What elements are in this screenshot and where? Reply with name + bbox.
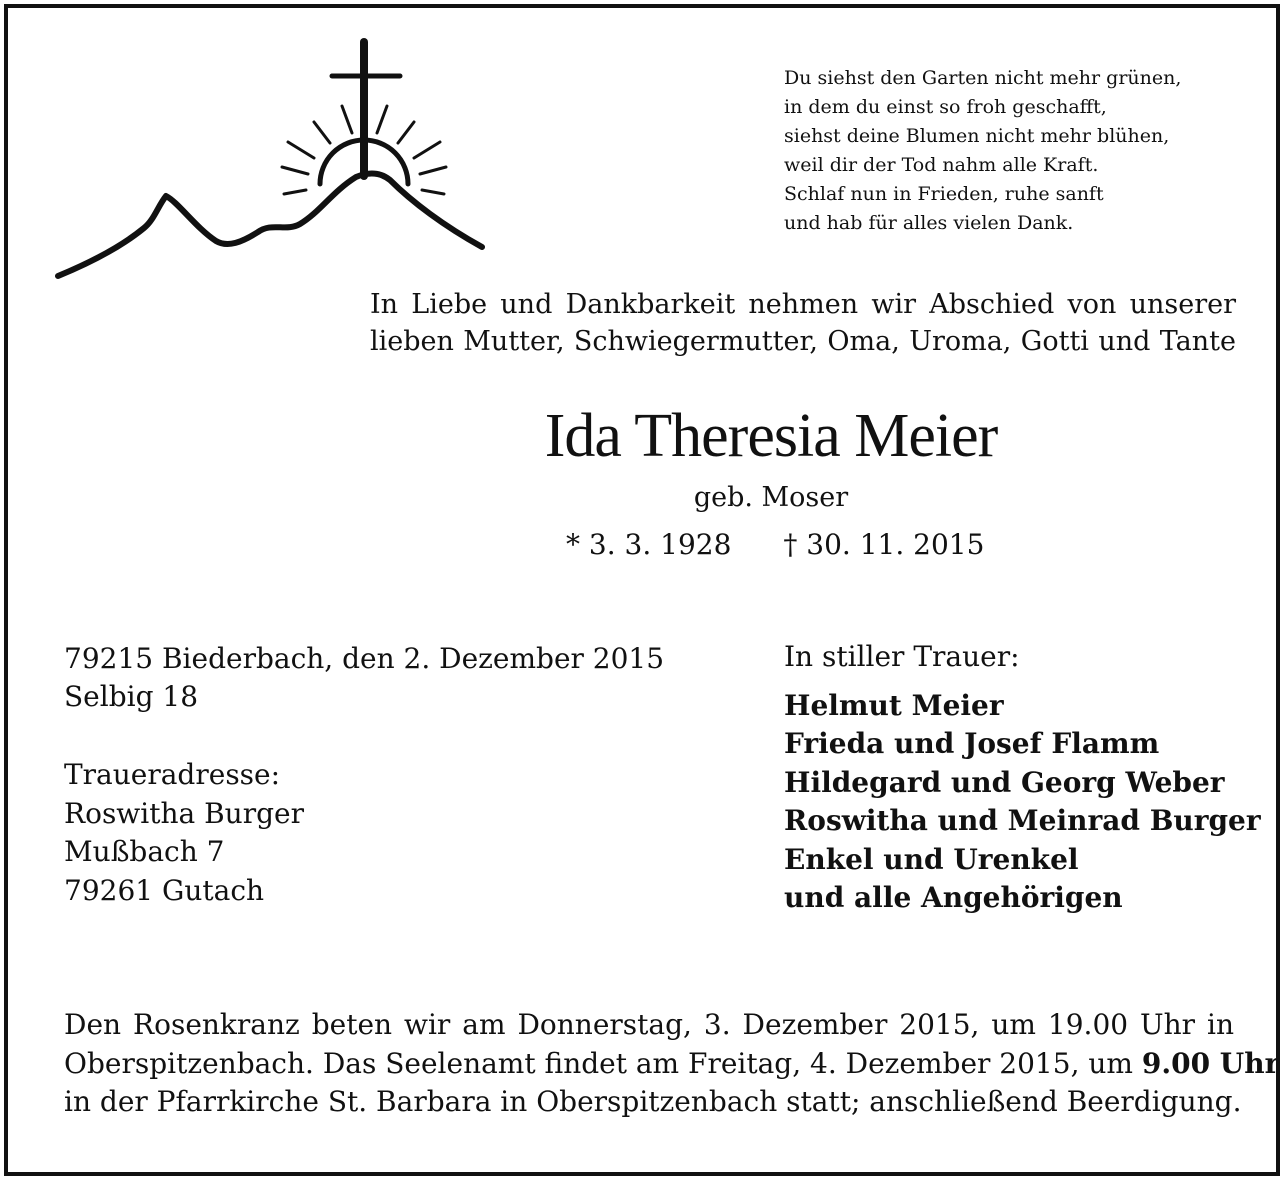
place-date-line: Selbig 18 [64,680,199,713]
intro-line: In Liebe und Dankbarkeit nehmen wir Abschied von unserer [370,289,1236,320]
poem-line: Du siehst den Garten nicht mehr grünen, [784,67,1182,89]
mourner-name: Enkel und Urenkel [784,842,1079,876]
cross-on-mountain-with-rising-sun-icon [52,36,492,286]
service-announcement [64,1006,1280,1122]
poem [784,64,1244,238]
service-line: in der Pfarrkirche St. Barbara in Oberspitzenbach statt; anschließend Beerdigung. [64,1085,1242,1118]
mourning-address-street: Mußbach 7 [64,835,225,868]
life-dates [566,526,984,564]
maiden-name: geb. Moser [693,482,849,513]
poem-line: siehst deine Blumen nicht mehr blühen, [784,125,1170,147]
intro-line: lieben Mutter, Schwiegermutter, Oma, Uroma, Gotti und Tante [370,326,1236,357]
poem-line: und hab für alles vielen Dank. [784,212,1074,234]
birth-date: * 3. 3. 1928 [566,528,732,561]
mourning-address-label: Traueradresse: [64,758,281,791]
death-date: † 30. 11. 2015 [783,528,985,561]
poem-line: in dem du einst so froh geschafft, [784,96,1107,118]
place-date-line: 79215 Biederbach, den 2. Dezember 2015 [64,642,665,675]
service-text: Oberspitzenbach. Das Seelenamt findet am Freitag, 4. Dezember 2015, um [64,1046,1142,1080]
mourner-name: Frieda und Josef Flamm [784,727,1160,760]
mourning-address [64,756,304,910]
service-line: Den Rosenkranz beten wir am Donnerstag, 3. Dezember 2015, um 19.00 Uhr in [64,1008,1234,1041]
mourners-list [784,638,1261,918]
deceased-name: Ida Theresia Meier [544,402,998,470]
mourner-name: und alle Angehörigen [784,881,1123,914]
poem-line: Schlaf nun in Frieden, ruhe sanft [784,183,1104,205]
poem-line: weil dir der Tod nahm alle Kraft. [784,154,1099,176]
farewell-intro [370,286,1236,360]
obituary-frame [4,4,1280,1176]
mourning-address-name: Roswitha Burger [64,796,304,830]
mourner-name: Helmut Meier [784,688,1004,722]
mourners-heading: In stiller Trauer: [784,640,1020,673]
service-line [64,1045,1280,1084]
requiem-time: 9.00 Uhr [1141,1046,1280,1080]
place-and-date [64,640,664,716]
mourner-name: Roswitha und Meinrad Burger [784,804,1261,837]
mourning-address-city: 79261 Gutach [64,873,265,907]
mourner-name: Hildegard und Georg Weber [784,765,1225,799]
